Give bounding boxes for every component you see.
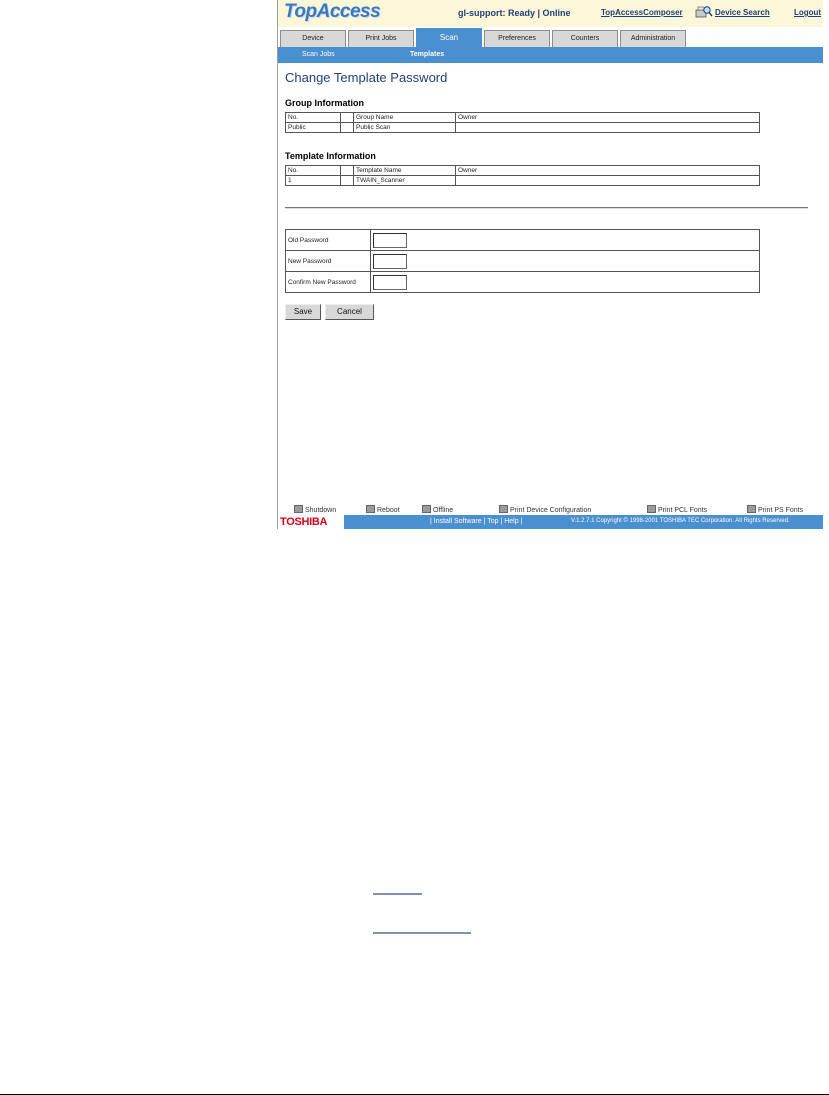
- print-config-icon: [499, 505, 508, 513]
- reboot-action[interactable]: [366, 505, 400, 514]
- topaccess-logo: TopAccess: [284, 1, 381, 22]
- underline-mark: [373, 893, 422, 895]
- shutdown-label: Shutdown: [305, 507, 337, 514]
- print-ps-fonts-action[interactable]: [747, 505, 803, 514]
- offline-label: Offline: [433, 507, 454, 514]
- footer-actions: [278, 503, 823, 515]
- divider: [285, 207, 808, 209]
- table-header-row: [286, 166, 760, 176]
- tab-device[interactable]: Device: [280, 30, 346, 47]
- confirm-password-label: Confirm New Password: [286, 272, 371, 293]
- cell-blank: [341, 123, 354, 133]
- copyright-text: V.1.2.7.1 Copyright © 1998-2001 TOSHIBA TEC Corporation. All Rights Reserved.: [571, 518, 790, 524]
- print-pcl-fonts-action[interactable]: [647, 505, 707, 514]
- confirm-password-row: [286, 272, 760, 293]
- reboot-label: Reboot: [377, 507, 400, 514]
- device-search-link[interactable]: Device Search: [715, 8, 770, 17]
- confirm-password-cell: [371, 272, 760, 293]
- table-header-row: [286, 113, 760, 123]
- cell-owner: [456, 176, 760, 186]
- old-password-label: Old Password: [286, 230, 371, 251]
- old-password-cell: [371, 230, 760, 251]
- device-status: gl-support: Ready | Online: [458, 8, 571, 18]
- header-bar: [278, 0, 823, 28]
- group-information-heading: Group Information: [285, 98, 364, 108]
- header-cell-no: No.: [286, 166, 341, 176]
- template-information-heading: Template Information: [285, 151, 376, 161]
- page-title: Change Template Password: [285, 70, 448, 85]
- topaccess-composer-link[interactable]: TopAccessComposer: [601, 8, 683, 17]
- sub-tab-bar: [278, 47, 823, 63]
- tab-counters[interactable]: Counters: [552, 30, 618, 47]
- cell-template-name: TWAIN_Scanner: [354, 176, 456, 186]
- header-cell-group-name: Group Name: [354, 113, 456, 123]
- header-cell-blank: [341, 113, 354, 123]
- group-information-table: [285, 112, 760, 133]
- print-ps-fonts-label: Print PS Fonts: [758, 507, 804, 514]
- header-cell-template-name: Template Name: [354, 166, 456, 176]
- new-password-input[interactable]: [373, 254, 407, 269]
- cell-owner: [456, 123, 760, 133]
- header-cell-blank: [341, 166, 354, 176]
- cell-group-name: Public Scan: [354, 123, 456, 133]
- new-password-label: New Password: [286, 251, 371, 272]
- password-form: [285, 229, 760, 293]
- bottom-links[interactable]: | Install Software | Top | Help |: [430, 518, 523, 525]
- header-cell-no: No.: [286, 113, 341, 123]
- tab-administration[interactable]: Administration: [620, 30, 686, 47]
- device-search-icon[interactable]: [695, 4, 713, 20]
- cancel-button[interactable]: Cancel: [325, 304, 374, 320]
- confirm-password-input[interactable]: [373, 275, 407, 290]
- shutdown-action[interactable]: [294, 505, 336, 514]
- header-cell-owner: Owner: [456, 166, 760, 176]
- print-device-configuration-action[interactable]: [499, 505, 591, 514]
- table-row: [286, 123, 760, 133]
- new-password-cell: [371, 251, 760, 272]
- cell-blank: [341, 176, 354, 186]
- tab-print-jobs[interactable]: Print Jobs: [348, 30, 414, 47]
- old-password-input[interactable]: [373, 233, 407, 248]
- shutdown-icon: [294, 505, 303, 513]
- bottom-bar: [278, 515, 823, 529]
- header-cell-owner: Owner: [456, 113, 760, 123]
- new-password-row: [286, 251, 760, 272]
- cell-no: 1: [286, 176, 341, 186]
- print-pcl-icon: [647, 505, 656, 513]
- offline-action[interactable]: [422, 505, 453, 514]
- topaccess-window: [277, 0, 823, 529]
- old-password-row: [286, 230, 760, 251]
- reboot-icon: [366, 505, 375, 513]
- table-row: [286, 176, 760, 186]
- tab-preferences[interactable]: Preferences: [484, 30, 550, 47]
- logout-link[interactable]: Logout: [794, 8, 822, 17]
- print-device-configuration-label: Print Device Configuration: [510, 507, 592, 514]
- toshiba-logo: TOSHIBA: [278, 515, 344, 529]
- print-pcl-fonts-label: Print PCL Fonts: [658, 507, 708, 514]
- save-button[interactable]: Save: [285, 304, 321, 320]
- cell-no: Public: [286, 123, 341, 133]
- offline-icon: [422, 505, 431, 513]
- tab-scan[interactable]: Scan: [416, 28, 482, 47]
- main-tab-bar: [278, 27, 823, 47]
- subtab-scan-jobs[interactable]: Scan Jobs: [302, 51, 335, 58]
- underline-mark: [373, 932, 471, 934]
- subtab-templates[interactable]: Templates: [410, 51, 445, 58]
- template-information-table: [285, 165, 760, 186]
- print-ps-icon: [747, 505, 756, 513]
